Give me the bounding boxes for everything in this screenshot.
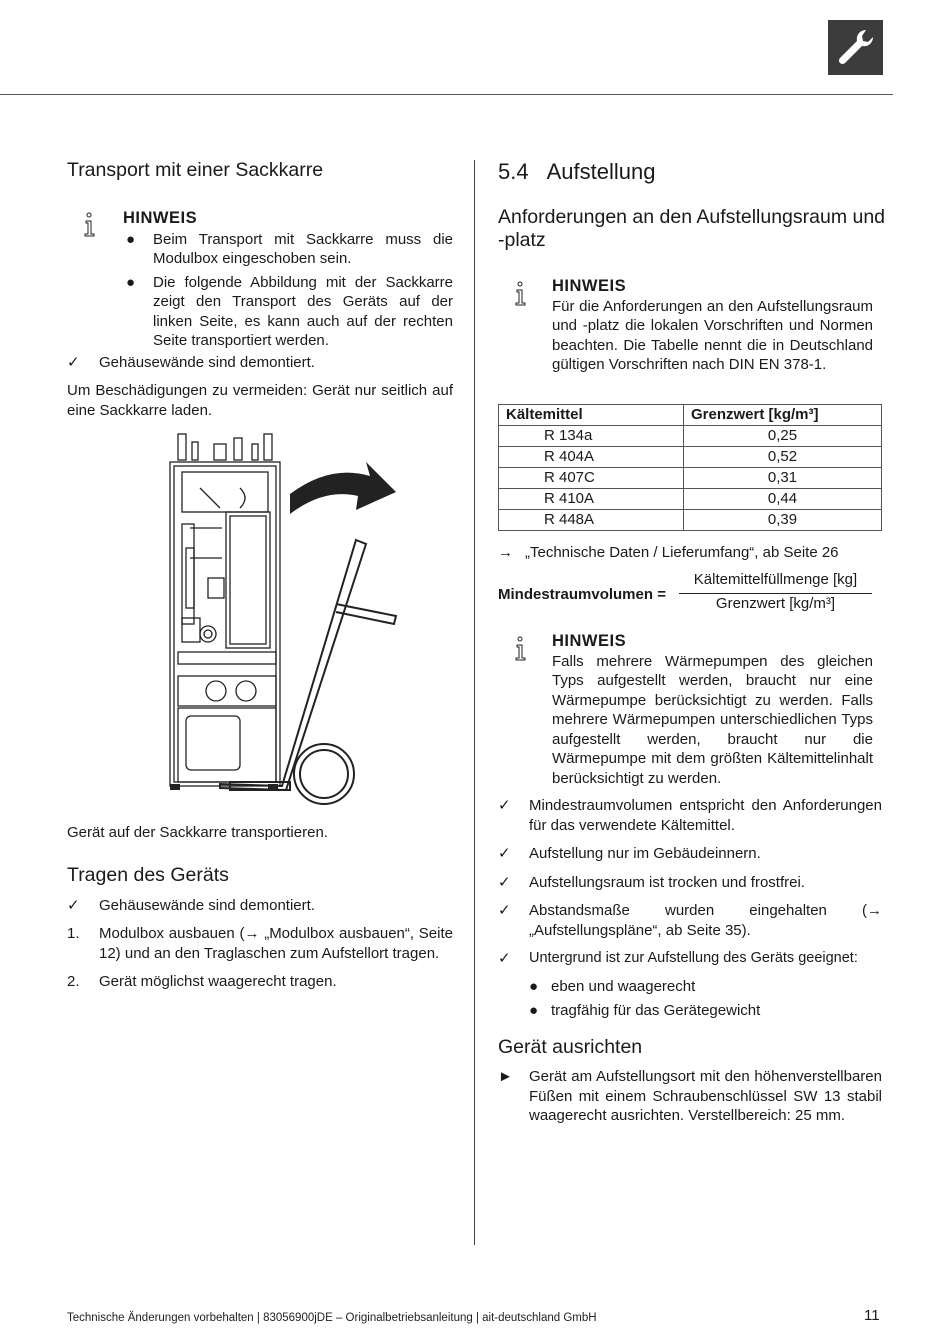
note-title: HINWEIS — [552, 632, 627, 650]
table-cell: 0,25 — [684, 426, 882, 447]
formula-numerator: Kältemittelfüllmenge [kg] — [693, 571, 858, 588]
bullet-icon: ● — [126, 273, 136, 291]
header-tool-badge — [828, 20, 883, 75]
heading-transport: Transport mit einer Sackkarre — [67, 159, 324, 181]
refrigerant-table — [498, 404, 882, 531]
sackkarre-illustration — [160, 428, 400, 808]
check-text: Gehäusewände sind demontiert. — [99, 354, 315, 371]
check-list — [498, 796, 882, 1021]
note-bullet — [123, 230, 453, 269]
step-text: Gerät möglichst waagerecht tragen. — [99, 973, 337, 990]
check-item — [67, 896, 453, 916]
info-icon — [513, 281, 527, 313]
bullet-icon: ● — [126, 230, 136, 248]
formula-denominator: Grenzwert [kg/m³] — [715, 595, 836, 612]
note-text: Falls mehrere Wärmepumpen des gleichen Typs aufgestellt werden, braucht nur eine Wärmepumpe berücksichtigt zu werden. Falls mehrere Wärmepumpen unterschiedlichen Typs aufgestellt werden, braucht nur die Wärmepumpe mit dem größten Kältemittelinhalt berücksichtigt zu werden. — [552, 652, 873, 787]
arrow-right-icon: → — [498, 544, 513, 561]
table-cell: 0,31 — [684, 468, 882, 489]
header-rule — [0, 94, 893, 95]
step-item — [67, 924, 453, 963]
table-row — [499, 447, 882, 468]
info-icon — [513, 636, 527, 668]
info-icon — [82, 212, 96, 244]
check-text: Abstandsmaße wurden eingehalten (→ „Aufstellungspläne“, ab Seite 35). — [529, 902, 882, 939]
hand-truck-transport-figure — [160, 428, 400, 808]
sub-bullet — [498, 1001, 882, 1021]
paragraph: Um Beschädigungen zu vermeiden: Gerät nur seitlich auf eine Sackkarre laden. — [67, 382, 453, 419]
table-cell: R 407C — [499, 468, 684, 489]
subheading-aufstellungsraum: Anforderungen an den Aufstellungsraum und -platz — [498, 206, 886, 251]
check-item — [498, 844, 882, 864]
table-row — [499, 468, 882, 489]
section-heading — [498, 159, 655, 185]
check-text: Gehäusewände sind demontiert. — [99, 897, 315, 914]
footer-text: Technische Änderungen vorbehalten | 83056900jDE – Originalbetriebsanleitung | ait-deutschland GmbH — [67, 1312, 597, 1324]
wrench-icon — [828, 20, 883, 75]
table-cell: R 448A — [499, 510, 684, 531]
table-header-row — [499, 405, 882, 426]
step-item — [67, 972, 453, 992]
check-text: Untergrund ist zur Aufstellung des Geräts geeignet: — [529, 950, 858, 966]
checkmark-icon: ✓ — [498, 902, 511, 919]
formula — [498, 570, 882, 616]
step-text: Modulbox ausbauen (→ „Modulbox ausbauen“, Seite 12) und an den Traglaschen zum Aufstellort tragen. — [99, 925, 453, 962]
check-text: Aufstellungsraum ist trocken und frostfrei. — [529, 873, 805, 891]
note-bullet — [123, 273, 453, 351]
step-number: 1. — [67, 925, 80, 942]
check-item — [498, 949, 882, 969]
table-cell: R 404A — [499, 447, 684, 468]
note-text: Für die Anforderungen an den Aufstellungsraum und -platz die lokalen Vorschriften und Normen beachten. Die Tabelle nennt die in Deutschland gültigen Vorschriften nach DIN EN 378-1. — [552, 297, 873, 373]
figure-caption: Gerät auf der Sackkarre transportieren. — [67, 824, 328, 841]
check-item — [498, 873, 882, 893]
table-cell: 0,52 — [684, 447, 882, 468]
sub-bullet-text: tragfähig für das Gerätegewicht — [551, 1002, 761, 1019]
section-number: 5.4 — [498, 159, 529, 184]
reference-text: „Technische Daten / Lieferumfang“, ab Seite 26 — [525, 544, 839, 561]
check-item — [498, 796, 882, 835]
table-header-cell: Grenzwert [kg/m³] — [684, 405, 882, 426]
check-text: Mindestraumvolumen entspricht den Anforderungen für das verwendete Kältemittel. — [529, 797, 882, 834]
triangle-right-icon: ► — [498, 1068, 513, 1085]
action-step — [498, 1067, 882, 1126]
table-header-cell: Kältemittel — [499, 405, 684, 426]
check-item — [67, 353, 453, 373]
check-item — [498, 901, 882, 940]
checkmark-icon: ✓ — [67, 354, 80, 371]
sub-bullet-text: eben und waagerecht — [551, 977, 696, 995]
checkmark-icon: ✓ — [498, 873, 511, 891]
page-number: 11 — [864, 1307, 880, 1324]
check-text: Aufstellung nur im Gebäudeinnern. — [529, 845, 761, 862]
checkmark-icon: ✓ — [498, 845, 511, 862]
table-cell: 0,44 — [684, 489, 882, 510]
table-row — [499, 489, 882, 510]
step-number: 2. — [67, 973, 80, 990]
table-cell: R 134a — [499, 426, 684, 447]
checkmark-icon: ✓ — [498, 950, 511, 967]
checkmark-icon: ✓ — [67, 897, 80, 914]
note-bullet-text: Beim Transport mit Sackkarre muss die Modulbox eingeschoben sein. — [153, 230, 453, 267]
table-cell: R 410A — [499, 489, 684, 510]
table-row — [499, 426, 882, 447]
sub-bullet — [498, 977, 882, 997]
action-text: Gerät am Aufstellungsort mit den höhenverstellbaren Füßen mit einem Schraubenschlüssel SW 13 stabil waagerecht ausrichten. Verstellbereich: 25 mm. — [529, 1068, 882, 1124]
formula-label: Mindestraumvolumen = — [498, 586, 666, 603]
table-row — [499, 510, 882, 531]
bullet-icon: ● — [529, 1002, 539, 1019]
bullet-icon: ● — [529, 977, 539, 995]
heading-tragen: Tragen des Geräts — [67, 864, 229, 886]
note-title: HINWEIS — [123, 209, 198, 227]
column-divider — [474, 160, 475, 1245]
cross-reference — [498, 543, 882, 563]
note-bullet-text: Die folgende Abbildung mit der Sackkarre zeigt den Transport des Geräts auf der linken Seite, es kann auch auf der rechten Seite transportiert werden. — [153, 273, 453, 349]
note-title: HINWEIS — [552, 277, 627, 295]
table-cell: 0,39 — [684, 510, 882, 531]
heading-ausrichten: Gerät ausrichten — [498, 1036, 643, 1058]
checkmark-icon: ✓ — [498, 797, 511, 814]
section-title: Aufstellung — [546, 159, 656, 184]
